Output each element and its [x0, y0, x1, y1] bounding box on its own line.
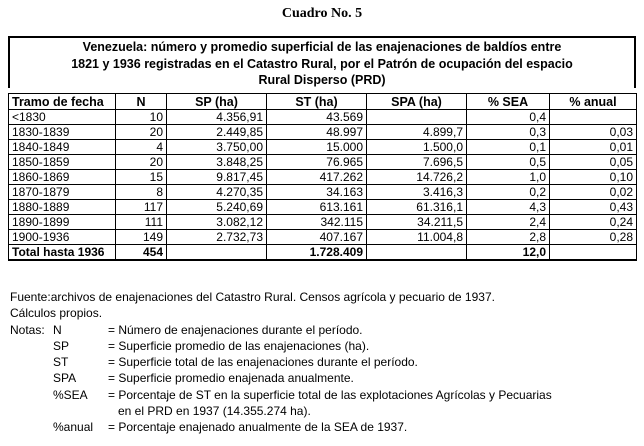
- table-cell: [167, 245, 267, 261]
- cuadro-heading: Cuadro No. 5: [281, 6, 363, 21]
- table-row: [9, 200, 637, 215]
- table-cell: 1840-1849: [9, 140, 116, 155]
- table-cell: 417.262: [267, 170, 367, 185]
- table-row: [9, 110, 637, 125]
- note-description: = Porcentaje de ST en la superficie total de las explotaciones Agrícolas y Pecuarias: [108, 387, 552, 402]
- table-row: [9, 125, 637, 140]
- table-cell: 0,28: [550, 230, 637, 245]
- table-cell: 3.750,00: [167, 140, 267, 155]
- table-cell: 43.569: [267, 110, 367, 125]
- table-cell: 1830-1839: [9, 125, 116, 140]
- table-cell: 0,05: [550, 155, 637, 170]
- title-line-1: Venezuela: número y promedio superficial de las enajenaciones de baldíos entre: [82, 40, 562, 54]
- column-header: % SEA: [467, 94, 550, 110]
- note-abbreviation: ST: [53, 355, 69, 370]
- table-cell: 2,4: [467, 215, 550, 230]
- table-cell: 1880-1889: [9, 200, 116, 215]
- note-item: [10, 322, 638, 338]
- notes-prefix: Notas:: [10, 322, 45, 337]
- table-cell: 9.817,45: [167, 170, 267, 185]
- total-row: [9, 245, 637, 261]
- table-cell: 15.000: [267, 140, 367, 155]
- table-cell: 454: [116, 245, 167, 261]
- table-cell: 4: [116, 140, 167, 155]
- abbreviation-notes: [10, 322, 638, 436]
- note-abbreviation: %SEA: [53, 387, 88, 402]
- note-item: [10, 387, 638, 403]
- column-header: N: [116, 94, 167, 110]
- table-cell: 3.082,12: [167, 215, 267, 230]
- table-cell: 0,1: [467, 140, 550, 155]
- table-cell: 4.270,35: [167, 185, 267, 200]
- table-cell: 1.500,0: [367, 140, 467, 155]
- note-abbreviation: SP: [53, 338, 70, 353]
- table-title: [8, 36, 636, 88]
- table-cell: [367, 110, 467, 125]
- note-description: en el PRD en 1937 (14.355.274 ha).: [118, 404, 311, 419]
- table-cell: 0,10: [550, 170, 637, 185]
- table-cell: 48.997: [267, 125, 367, 140]
- table-cell: Total hasta 1936: [9, 245, 116, 261]
- table-cell: 76.965: [267, 155, 367, 170]
- table-row: [9, 215, 637, 230]
- header-row: [9, 94, 637, 110]
- table-cell: 20: [116, 125, 167, 140]
- note-item: [10, 419, 638, 435]
- table-cell: 342.115: [267, 215, 367, 230]
- table-cell: 117: [116, 200, 167, 215]
- table-cell: 5.240,69: [167, 200, 267, 215]
- table-cell: 0,43: [550, 200, 637, 215]
- table-row: [9, 140, 637, 155]
- table-cell: 149: [116, 230, 167, 245]
- table-cell: 1900-1936: [9, 230, 116, 245]
- table-cell: 12,0: [467, 245, 550, 261]
- note-description: = Superficie promedio enajenada anualmente.: [108, 371, 354, 386]
- table-cell: 34.211,5: [367, 215, 467, 230]
- notes-section: [10, 289, 638, 436]
- table-cell: 4,3: [467, 200, 550, 215]
- table-cell: 1860-1869: [9, 170, 116, 185]
- table-cell: 0,5: [467, 155, 550, 170]
- note-description: = Superficie total de las enajenaciones durante el período.: [108, 355, 418, 370]
- table-cell: 0,3: [467, 125, 550, 140]
- table-cell: <1830: [9, 110, 116, 125]
- note-description: = Número de enajenaciones durante el período.: [108, 322, 363, 337]
- table-cell: 0,24: [550, 215, 637, 230]
- table-cell: 2.449,85: [167, 125, 267, 140]
- column-header: SP (ha): [167, 94, 267, 110]
- table-cell: 61.316,1: [367, 200, 467, 215]
- table-cell: 2,8: [467, 230, 550, 245]
- column-header: SPA (ha): [367, 94, 467, 110]
- table-cell: 15: [116, 170, 167, 185]
- table-cell: 407.167: [267, 230, 367, 245]
- table-cell: 11.004,8: [367, 230, 467, 245]
- note-abbreviation: %anual: [53, 420, 94, 435]
- table-cell: 1.728.409: [267, 245, 367, 261]
- table-cell: 0,01: [550, 140, 637, 155]
- table-cell: 34.163: [267, 185, 367, 200]
- note-item: [10, 370, 638, 386]
- table-cell: 4.899,7: [367, 125, 467, 140]
- table-cell: 0,03: [550, 125, 637, 140]
- data-table: [8, 93, 637, 261]
- table-cell: 1870-1879: [9, 185, 116, 200]
- table-row: [9, 185, 637, 200]
- source-note: Fuente:archivos de enajenaciones del Catastro Rural. Censos agrícola y pecuario de 1937.: [10, 290, 495, 304]
- note-item: [10, 354, 638, 370]
- note-abbreviation: N: [53, 322, 62, 337]
- table-cell: 3.416,3: [367, 185, 467, 200]
- table-cell: 1850-1859: [9, 155, 116, 170]
- table-row: [9, 230, 637, 245]
- note-item: [10, 338, 638, 354]
- table-cell: [550, 245, 637, 261]
- title-line-3: Rural Disperso (PRD): [258, 73, 386, 87]
- table-cell: [550, 110, 637, 125]
- table-cell: 0,02: [550, 185, 637, 200]
- table-cell: 111: [116, 215, 167, 230]
- table-cell: 8: [116, 185, 167, 200]
- note-description: = Porcentaje enajenado anualmente de la SEA de 1937.: [108, 420, 408, 435]
- table-row: [9, 170, 637, 185]
- table-cell: 2.732,73: [167, 230, 267, 245]
- title-line-2: 1821 y 1936 registradas en el Catastro Rural, por el Patrón de ocupación del espacio: [71, 56, 573, 71]
- table-cell: 10: [116, 110, 167, 125]
- table-cell: 3.848,25: [167, 155, 267, 170]
- table-cell: 0,2: [467, 185, 550, 200]
- column-header: ST (ha): [267, 94, 367, 110]
- note-item: [10, 403, 638, 419]
- table-cell: 4.356,91: [167, 110, 267, 125]
- table-cell: 7.696,5: [367, 155, 467, 170]
- column-header: Tramo de fecha: [9, 94, 116, 110]
- table-cell: 14.726,2: [367, 170, 467, 185]
- table-cell: 613.161: [267, 200, 367, 215]
- table-row: [9, 155, 637, 170]
- column-header: % anual: [550, 94, 637, 110]
- calc-note: Cálculos propios.: [10, 306, 103, 321]
- note-abbreviation: SPA: [53, 371, 77, 386]
- table-cell: 1,0: [467, 170, 550, 185]
- table-cell: 0,4: [467, 110, 550, 125]
- table-cell: [367, 245, 467, 261]
- note-description: = Superficie promedio de las enajenaciones (ha).: [108, 338, 370, 353]
- table-cell: 1890-1899: [9, 215, 116, 230]
- table-cell: 20: [116, 155, 167, 170]
